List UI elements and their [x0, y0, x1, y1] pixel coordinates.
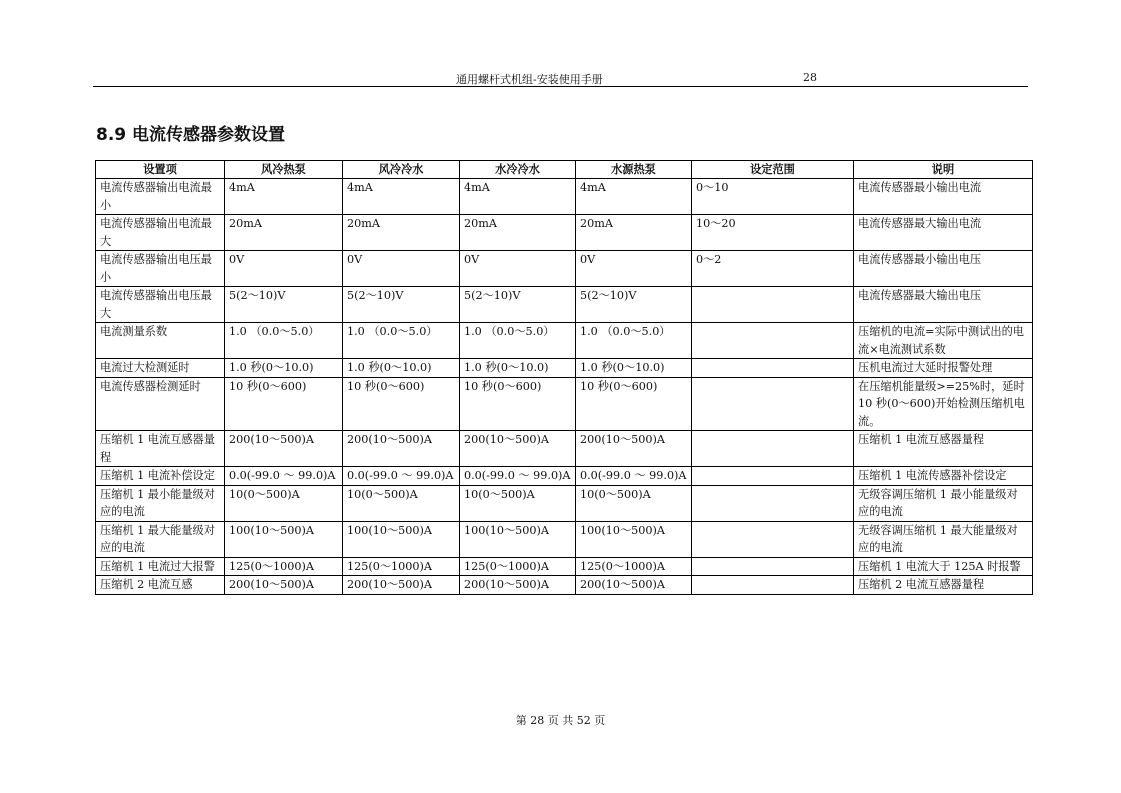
table-header-row: [96, 161, 1033, 179]
table-cell: 电流传感器最小输出电流: [854, 179, 1033, 215]
column-header: 风冷热泵: [225, 161, 343, 179]
table-cell: 100(10～500)A: [460, 521, 576, 557]
table-row: [96, 576, 1033, 595]
table-cell: 10(0～500)A: [460, 485, 576, 521]
table-cell: 电流传感器输出电流最大: [96, 215, 225, 251]
table-cell: [692, 485, 854, 521]
table-row: [96, 359, 1033, 378]
table-cell: 0.0(-99.0 ～ 99.0)A: [343, 467, 460, 486]
table-cell: 电流传感器输出电流最小: [96, 179, 225, 215]
table-cell: [692, 521, 854, 557]
table-cell: 0～10: [692, 179, 854, 215]
column-header: 设置项: [96, 161, 225, 179]
table-cell: 5(2～10)V: [460, 287, 576, 323]
table-cell: 200(10～500)A: [343, 431, 460, 467]
table-cell: 压缩机 1 最大能量级对应的电流: [96, 521, 225, 557]
table-row: [96, 179, 1033, 215]
table-cell: 无级容调压缩机 1 最大能量级对应的电流: [854, 521, 1033, 557]
table-cell: 200(10～500)A: [460, 431, 576, 467]
table-cell: 100(10～500)A: [576, 521, 692, 557]
table-cell: 压缩机 1 电流传感器补偿设定: [854, 467, 1033, 486]
table-cell: 电流过大检测延时: [96, 359, 225, 378]
table-cell: 200(10～500)A: [343, 576, 460, 595]
table-cell: 电流测量系数: [96, 323, 225, 359]
table-cell: [692, 323, 854, 359]
header-rule: [93, 86, 1028, 87]
table-cell: 压缩机 1 最小能量级对应的电流: [96, 485, 225, 521]
page-footer: 第 28 页 共 52 页: [515, 714, 606, 727]
table-cell: 4mA: [576, 179, 692, 215]
table-cell: 125(0～1000)A: [343, 557, 460, 576]
table-cell: 0V: [343, 251, 460, 287]
table-cell: 压缩机 1 电流补偿设定: [96, 467, 225, 486]
table-cell: 0V: [225, 251, 343, 287]
table-cell: 20mA: [343, 215, 460, 251]
table-cell: 10 秒(0～600): [343, 377, 460, 431]
table-row: [96, 323, 1033, 359]
table-cell: 10(0～500)A: [225, 485, 343, 521]
table-row: [96, 485, 1033, 521]
table-cell: [692, 431, 854, 467]
table-cell: 1.0 （0.0～5.0）: [225, 323, 343, 359]
table-row: [96, 431, 1033, 467]
table-cell: [692, 359, 854, 378]
table-cell: 4mA: [460, 179, 576, 215]
table-cell: 0.0(-99.0 ～ 99.0)A: [576, 467, 692, 486]
table-cell: 200(10～500)A: [225, 431, 343, 467]
table-cell: 10 秒(0～600): [460, 377, 576, 431]
table-cell: 100(10～500)A: [225, 521, 343, 557]
column-header: 水源热泵: [576, 161, 692, 179]
table-row: [96, 287, 1033, 323]
table-cell: 20mA: [460, 215, 576, 251]
table-cell: 电流传感器输出电压最大: [96, 287, 225, 323]
table-row: [96, 467, 1033, 486]
table-cell: 10 秒(0～600): [576, 377, 692, 431]
table-row: [96, 215, 1033, 251]
table-cell: 电流传感器最大输出电流: [854, 215, 1033, 251]
table-cell: [692, 557, 854, 576]
table-cell: 压缩机 1 电流大于 125A 时报警: [854, 557, 1033, 576]
table-cell: 电流传感器检测延时: [96, 377, 225, 431]
table-cell: 压缩机 1 电流过大报警: [96, 557, 225, 576]
table-cell: 0.0(-99.0 ～ 99.0)A: [460, 467, 576, 486]
table-row: [96, 251, 1033, 287]
table-cell: 10(0～500)A: [343, 485, 460, 521]
parameter-table: [95, 160, 1033, 595]
column-header: 说明: [854, 161, 1033, 179]
table-cell: 4mA: [225, 179, 343, 215]
table-cell: 200(10～500)A: [225, 576, 343, 595]
table-cell: 压缩机 2 电流互感器量程: [854, 576, 1033, 595]
table-cell: 电流传感器最大输出电压: [854, 287, 1033, 323]
table-cell: [692, 576, 854, 595]
table-cell: 4mA: [343, 179, 460, 215]
table-cell: 20mA: [576, 215, 692, 251]
table-cell: 200(10～500)A: [576, 431, 692, 467]
table-cell: 5(2～10)V: [225, 287, 343, 323]
table-cell: 电流传感器输出电压最小: [96, 251, 225, 287]
table-cell: [692, 377, 854, 431]
table-cell: 压机电流过大延时报警处理: [854, 359, 1033, 378]
table-cell: 1.0 （0.0～5.0）: [343, 323, 460, 359]
section-title: 8.9 电流传感器参数设置: [96, 125, 286, 145]
table-cell: 10(0～500)A: [576, 485, 692, 521]
table-row: [96, 521, 1033, 557]
table-cell: 5(2～10)V: [576, 287, 692, 323]
header-page-number: 28: [803, 71, 817, 84]
table-cell: [692, 287, 854, 323]
table-cell: 10～20: [692, 215, 854, 251]
table-cell: 压缩机 1 电流互感器量程: [854, 431, 1033, 467]
table-cell: 0V: [576, 251, 692, 287]
table-cell: 125(0～1000)A: [225, 557, 343, 576]
table-cell: 1.0 （0.0～5.0）: [460, 323, 576, 359]
column-header: 设定范围: [692, 161, 854, 179]
table-cell: [692, 467, 854, 486]
table-cell: 125(0～1000)A: [576, 557, 692, 576]
table-cell: 0V: [460, 251, 576, 287]
table-cell: 1.0 秒(0～10.0): [225, 359, 343, 378]
table-cell: 20mA: [225, 215, 343, 251]
table-cell: 100(10～500)A: [343, 521, 460, 557]
table-cell: 无级容调压缩机 1 最小能量级对应的电流: [854, 485, 1033, 521]
table-cell: 200(10～500)A: [460, 576, 576, 595]
table-cell: 1.0 秒(0～10.0): [460, 359, 576, 378]
table-cell: 0.0(-99.0 ～ 99.0)A: [225, 467, 343, 486]
table-cell: 1.0 （0.0～5.0）: [576, 323, 692, 359]
header-title: 通用螺杆式机组-安装使用手册: [456, 73, 603, 86]
table-row: [96, 557, 1033, 576]
table-cell: 1.0 秒(0～10.0): [343, 359, 460, 378]
table-cell: 电流传感器最小输出电压: [854, 251, 1033, 287]
table-cell: 1.0 秒(0～10.0): [576, 359, 692, 378]
table-cell: 200(10～500)A: [576, 576, 692, 595]
table-cell: 0～2: [692, 251, 854, 287]
table-cell: 在压缩机能量级>=25%时，延时 10 秒(0～600)开始检测压缩机电流。: [854, 377, 1033, 431]
table-cell: 10 秒(0～600): [225, 377, 343, 431]
table-cell: 125(0～1000)A: [460, 557, 576, 576]
table-cell: 压缩机 1 电流互感器量程: [96, 431, 225, 467]
column-header: 风冷冷水: [343, 161, 460, 179]
column-header: 水冷冷水: [460, 161, 576, 179]
table-cell: 压缩机的电流=实际中测试出的电流×电流测试系数: [854, 323, 1033, 359]
table-row: [96, 377, 1033, 431]
table-cell: 5(2～10)V: [343, 287, 460, 323]
table-cell: 压缩机 2 电流互感: [96, 576, 225, 595]
